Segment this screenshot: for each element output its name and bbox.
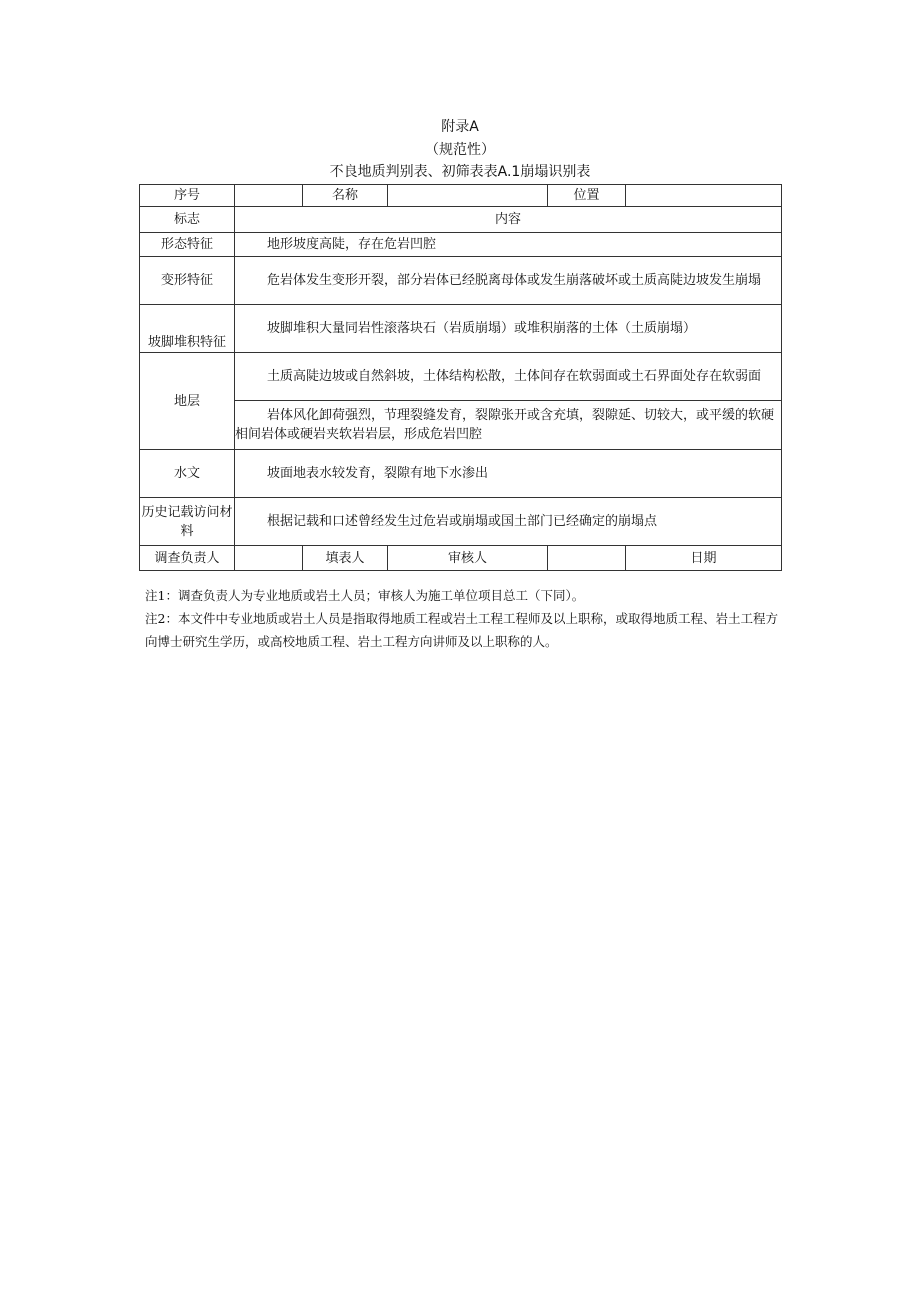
- investigator-value-cell[interactable]: [235, 546, 303, 571]
- table-title: 不良地质判别表、初筛表表A.1崩塌识别表: [329, 164, 591, 180]
- row-label-toe-deposit: 坡脚堆积特征: [140, 305, 235, 353]
- row-content-morphology: 地形坡度高陡，存在危岩凹腔: [235, 233, 782, 257]
- location-label: 位置: [548, 185, 626, 207]
- row-label-deformation: 变形特征: [140, 257, 235, 305]
- filler-label: 填表人: [303, 546, 388, 571]
- row-label-hydrology: 水文: [140, 450, 235, 498]
- row-content-strata-soil: 土质高陡边坡或自然斜坡，土体结构松散，土体间存在软弱面或土石界面处存在软弱面: [235, 353, 782, 401]
- row-content-toe-deposit: 坡脚堆积大量同岩性滚落块石（岩质崩塌）或堆积崩落的土体（土质崩塌）: [235, 305, 782, 353]
- row-label-strata: 地层: [140, 353, 235, 450]
- table-row: [140, 401, 782, 450]
- name-value-cell[interactable]: [388, 185, 548, 207]
- table-row: [140, 450, 782, 498]
- table-row: [140, 498, 782, 546]
- seq-value-cell[interactable]: [235, 185, 303, 207]
- location-value-cell[interactable]: [626, 185, 782, 207]
- note-1: 注1：调查负责人为专业地质或岩土人员；审核人为施工单位项目总工（下同）。: [145, 588, 585, 603]
- table-row: [140, 305, 782, 353]
- signature-row: [140, 546, 782, 571]
- table-row: [140, 353, 782, 401]
- column-header-row: [140, 207, 782, 233]
- row-label-history: 历史记载访问材料: [140, 498, 235, 546]
- indicator-header: 标志: [140, 207, 235, 233]
- table-row: [140, 257, 782, 305]
- name-label: 名称: [303, 185, 388, 207]
- row-content-strata-rock: 岩体风化卸荷强烈，节理裂缝发育，裂隙张开或含充填，裂隙延、切较大，或平缓的软硬相间岩体或硬岩夹软岩岩层，形成危岩凹腔: [235, 401, 782, 450]
- date-label: 日期: [626, 546, 782, 571]
- collapse-identification-table: [139, 184, 782, 571]
- row-content-hydrology: 坡面地表水较发育，裂隙有地下水渗出: [235, 450, 782, 498]
- table-row: [140, 233, 782, 257]
- info-row: [140, 185, 782, 207]
- normative-label: （规范性）: [425, 142, 495, 158]
- row-label-morphology: 形态特征: [140, 233, 235, 257]
- content-header: 内容: [235, 207, 782, 233]
- reviewer-label: 审核人: [388, 546, 548, 571]
- investigator-label: 调查负责人: [140, 546, 235, 571]
- seq-label: 序号: [140, 185, 235, 207]
- row-content-deformation: 危岩体发生变形开裂，部分岩体已经脱离母体或发生崩落破坏或土质高陡边坡发生崩塌: [235, 257, 782, 305]
- row-content-history: 根据记载和口述曾经发生过危岩或崩塌或国土部门已经确定的崩塌点: [235, 498, 782, 546]
- reviewer-value-cell[interactable]: [548, 546, 626, 571]
- note-2: 注2：本文件中专业地质或岩土人员是指取得地质工程或岩土工程工程师及以上职称，或取得地质工程、岩土工程方向博士研究生学历，或高校地质工程、岩土工程方向讲师及以上职称的人。: [145, 611, 778, 649]
- appendix-title: 附录A: [441, 119, 479, 135]
- notes-section: [145, 584, 785, 653]
